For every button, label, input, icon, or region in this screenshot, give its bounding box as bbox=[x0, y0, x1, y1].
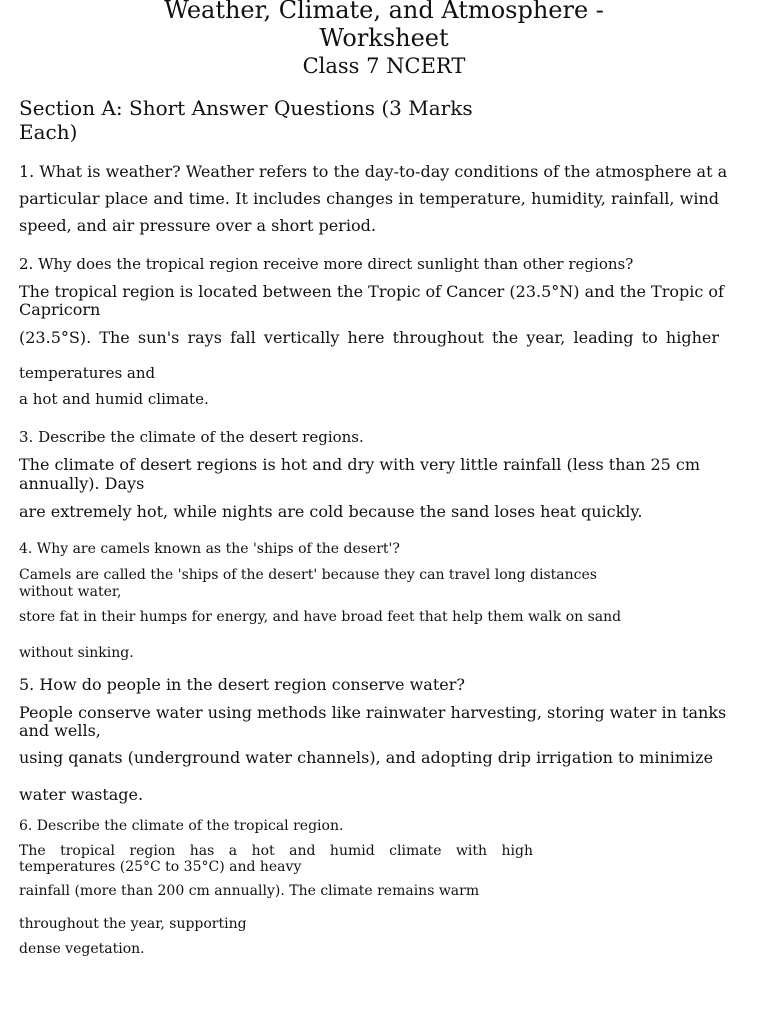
q2-answer-line2: Capricorn bbox=[19, 300, 101, 319]
q5-answer-line2: and wells, bbox=[19, 721, 101, 740]
q5-answer-line3: using qanats (underground water channels), and adopting drip irrigation to minimize bbox=[19, 748, 714, 767]
q5-question: 5. How do people in the desert region conserve water? bbox=[19, 675, 465, 694]
section-heading-line1: Section A: Short Answer Questions (3 Marks bbox=[19, 96, 473, 120]
worksheet-title-line2: Worksheet bbox=[319, 24, 449, 52]
q2-question: 2. Why does the tropical region receive more direct sunlight than other regions? bbox=[19, 255, 634, 273]
q6-answer-line1: The tropical region has a hot and humid climate with high bbox=[19, 843, 533, 859]
worksheet-subtitle: Class 7 NCERT bbox=[302, 54, 466, 78]
q4-answer-line2: without water, bbox=[19, 584, 122, 600]
q3-answer-line2: annually). Days bbox=[19, 474, 145, 493]
q4-answer-line3: store fat in their humps for energy, and have broad feet that help them walk on sand bbox=[19, 609, 622, 625]
section-heading-line2: Each) bbox=[19, 120, 78, 144]
q3-answer-line3: are extremely hot, while nights are cold because the sand loses heat quickly. bbox=[19, 502, 643, 521]
q6-answer-line3: rainfall (more than 200 cm annually). The climate remains warm bbox=[19, 883, 480, 899]
worksheet-title-line1: Weather, Climate, and Atmosphere - bbox=[164, 0, 604, 24]
q6-question: 6. Describe the climate of the tropical region. bbox=[19, 818, 344, 834]
q2-answer-line1: The tropical region is located between the Tropic of Cancer (23.5°N) and the Tropic of bbox=[19, 282, 724, 301]
q1-text-line2: particular place and time. It includes changes in temperature, humidity, rainfall, wind bbox=[19, 189, 719, 208]
q6-answer-line4: throughout the year, supporting bbox=[19, 916, 247, 932]
q5-answer-line1: People conserve water using methods like rainwater harvesting, storing water in tanks bbox=[19, 703, 727, 722]
q1-text-line3: speed, and air pressure over a short period. bbox=[19, 216, 376, 235]
q4-question: 4. Why are camels known as the 'ships of the desert'? bbox=[19, 541, 400, 557]
q2-answer-line5: a hot and humid climate. bbox=[19, 390, 209, 408]
q3-answer-line1: The climate of desert regions is hot and dry with very little rainfall (less than 25 cm bbox=[19, 455, 701, 474]
q6-answer-line5: dense vegetation. bbox=[19, 941, 145, 957]
q1-text-line1: 1. What is weather? Weather refers to the day-to-day conditions of the atmosphere at a bbox=[19, 162, 728, 181]
q4-answer-line4: without sinking. bbox=[19, 645, 134, 661]
q3-question: 3. Describe the climate of the desert regions. bbox=[19, 428, 364, 446]
q2-answer-line3: (23.5°S). The sun's rays fall vertically here throughout the year, leading to higher bbox=[19, 328, 719, 347]
q6-answer-line2: temperatures (25°C to 35°C) and heavy bbox=[19, 859, 302, 875]
q5-answer-line4: water wastage. bbox=[19, 785, 144, 804]
q2-answer-line4: temperatures and bbox=[19, 364, 156, 382]
q4-answer-line1: Camels are called the 'ships of the desert' because they can travel long distances bbox=[19, 567, 597, 583]
